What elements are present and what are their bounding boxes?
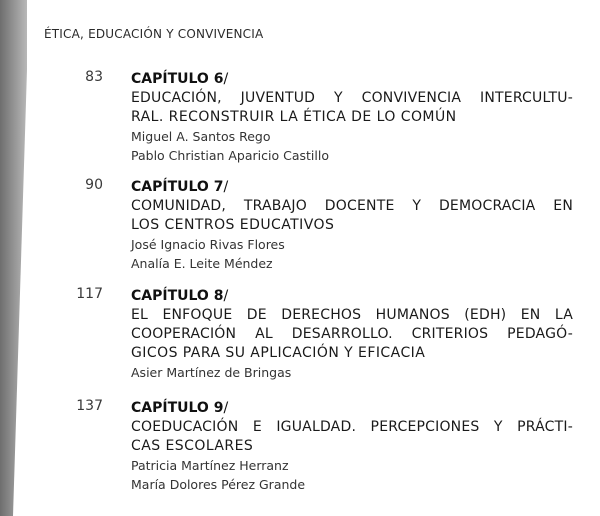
author: María Dolores Pérez Grande xyxy=(131,477,306,492)
page-number: 83 xyxy=(85,69,103,85)
chapter-label: CAPÍTULO 8/ xyxy=(131,288,229,304)
chapter-title-line: EL ENFOQUE DE DERECHOS HUMANOS (EDH) EN LA xyxy=(131,307,573,323)
chapter-title-line: COMUNIDAD, TRABAJO DOCENTE Y DEMOCRACIA EN xyxy=(131,198,573,214)
page-number: 117 xyxy=(76,286,103,302)
side-decoration-bar xyxy=(0,0,27,516)
author: Patricia Martínez Herranz xyxy=(131,458,289,473)
author: Analía E. Leite Méndez xyxy=(131,256,273,271)
page-number: 90 xyxy=(85,177,103,193)
chapter-label: CAPÍTULO 7/ xyxy=(131,179,229,195)
author: Pablo Christian Aparicio Castillo xyxy=(131,148,329,163)
author: Asier Martínez de Bringas xyxy=(131,365,292,380)
chapter-title-line: EDUCACIÓN, JUVENTUD Y CONVIVENCIA INTERCULTU- xyxy=(131,90,573,106)
author: José Ignacio Rivas Flores xyxy=(131,237,285,252)
chapter-label: CAPÍTULO 6/ xyxy=(131,71,229,87)
chapter-title-line: CAS ESCOLARES xyxy=(131,438,254,454)
chapter-title-line: GICOS PARA SU APLICACIÓN Y EFICACIA xyxy=(131,345,426,361)
chapter-label: CAPÍTULO 9/ xyxy=(131,400,229,416)
page-number: 137 xyxy=(76,398,103,414)
chapter-title-line: COEDUCACIÓN E IGUALDAD. PERCEPCIONES Y PRÁCTI- xyxy=(131,419,573,435)
chapter-title-line: COOPERACIÓN AL DESARROLLO. CRITERIOS PEDAGÓ- xyxy=(131,326,573,342)
author: Miguel A. Santos Rego xyxy=(131,129,271,144)
chapter-title-line: LOS CENTROS EDUCATIVOS xyxy=(131,217,335,233)
running-head: ÉTICA, EDUCACIÓN Y CONVIVENCIA xyxy=(44,27,264,41)
chapter-title-line: RAL. RECONSTRUIR LA ÉTICA DE LO COMÚN xyxy=(131,109,457,125)
